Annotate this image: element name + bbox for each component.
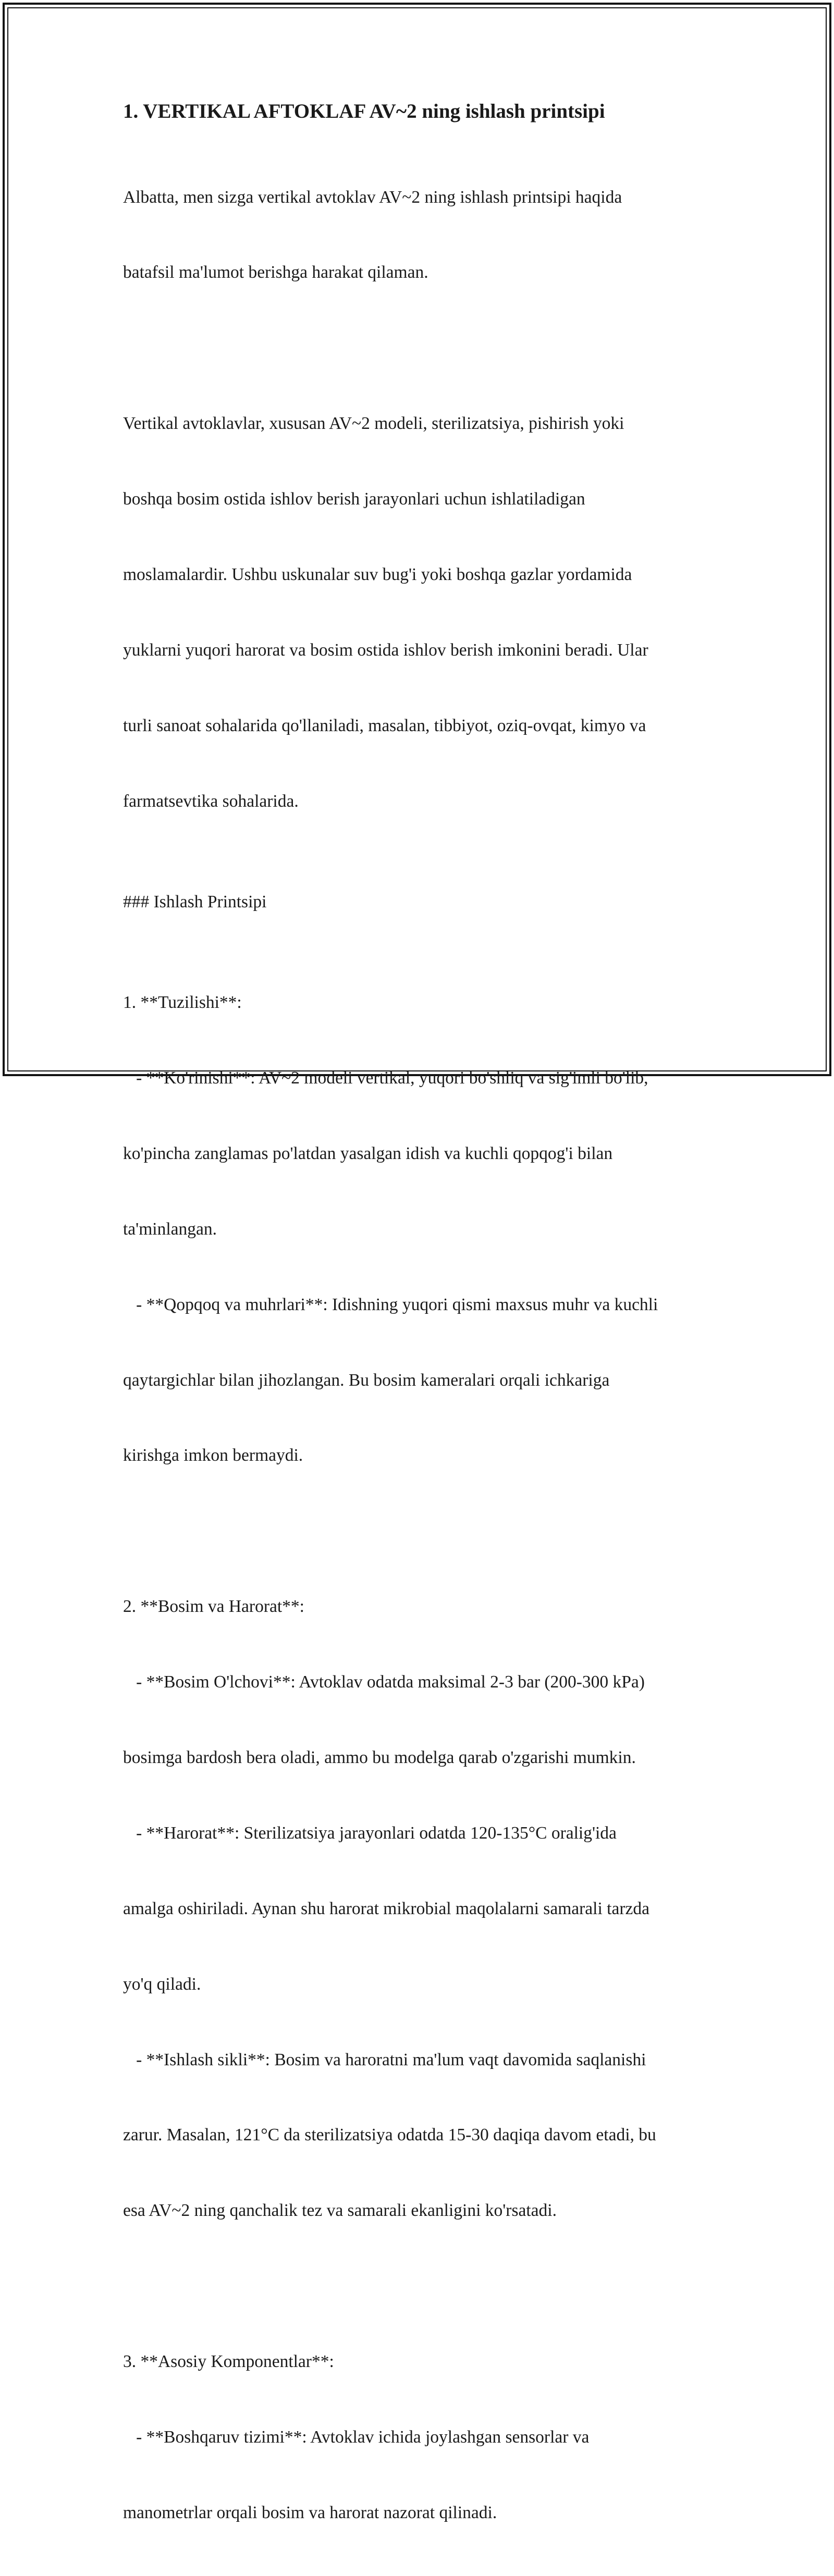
text-line: bosimga bardosh bera oladi, ammo bu modelga qarab o'zgarishi mumkin. [123, 1748, 636, 1767]
text-line: esa AV~2 ning qanchalik tez va samarali ekanligini ko'rsatadi. [123, 2201, 557, 2221]
document-body [123, 97, 722, 2576]
text-line: yuklarni yuqori harorat va bosim ostida ishlov berish imkonini beradi. Ular [123, 640, 648, 660]
text-line: manometrlar orqali bosim va harorat nazorat qilinadi. [123, 2503, 497, 2522]
text-line: Albatta, men sizga vertikal avtoklav AV~2 ning ishlash printsipi haqida [123, 187, 622, 207]
text-line: moslamalardir. Ushbu uskunalar suv bug'i yoki boshqa gazlar yordamida [123, 565, 632, 585]
text-line: 2. **Bosim va Harorat**: [123, 1597, 304, 1617]
text-line: batafsil ma'lumot berishga harakat qilaman. [123, 263, 428, 282]
text-line: - **Harorat**: Sterilizatsiya jarayonlari odatda 120-135°C oralig'ida [123, 1823, 617, 1843]
text-line: zarur. Masalan, 121°C da sterilizatsiya odatda 15-30 daqiqa davom etadi, bu [123, 2125, 656, 2145]
section-heading: ### Ishlash Printsipi [123, 892, 267, 911]
text-line: 3. **Asosiy Komponentlar**: [123, 2352, 334, 2372]
text-line: - **Ishlash sikli**: Bosim va haroratni ma'lum vaqt davomida saqlanishi [123, 2050, 646, 2069]
text-line: - **Ko'rinishi**: AV~2 modeli vertikal, yuqori bo'shliq va sig'imli bo'lib, [123, 1068, 648, 1088]
intro-paragraph [123, 134, 722, 336]
text-line: 1. **Tuzilishi**: [123, 993, 242, 1013]
list-item-pressure-temperature [123, 1544, 722, 2274]
text-line: ta'minlangan. [123, 1219, 217, 1239]
text-line: - **Qopqoq va muhrlari**: Idishning yuqori qismi maxsus muhr va kuchli [123, 1295, 658, 1314]
overview-paragraph [123, 361, 722, 865]
list-item-components [123, 2299, 722, 2576]
text-line: amalga oshiriladi. Aynan shu harorat mikrobial maqolalarni samarali tarzda [123, 1899, 649, 1918]
text-line: ko'pincha zanglamas po'latdan yasalgan idish va kuchli qopqog'i bilan [123, 1143, 613, 1163]
text-line: Vertikal avtoklavlar, xususan AV~2 modeli, sterilizatsiya, pishirish yoki [123, 414, 624, 434]
text-line: farmatsevtika sohalarida. [123, 791, 299, 811]
text-line: - **Boshqaruv tizimi**: Avtoklav ichida joylashgan sensorlar va [123, 2427, 590, 2447]
text-line: qaytargichlar bilan jihozlangan. Bu bosim kameralari orqali ichkariga [123, 1370, 610, 1390]
text-line: - **Bosim O'lchovi**: Avtoklav odatda maksimal 2-3 bar (200-300 kPa) [123, 1672, 645, 1692]
text-line: boshqa bosim ostida ishlov berish jarayonlari uchun ishlatiladigan [123, 489, 585, 509]
list-item-structure [123, 940, 722, 1519]
text-line: turli sanoat sohalarida qo'llaniladi, masalan, tibbiyot, oziq-ovqat, kimyo va [123, 716, 646, 735]
document-title: 1. VERTIKAL AFTOKLAF AV~2 ning ishlash printsipi [123, 100, 605, 122]
text-line: yo'q qiladi. [123, 1974, 201, 1994]
text-line: kirishga imkon bermaydi. [123, 1446, 303, 1465]
